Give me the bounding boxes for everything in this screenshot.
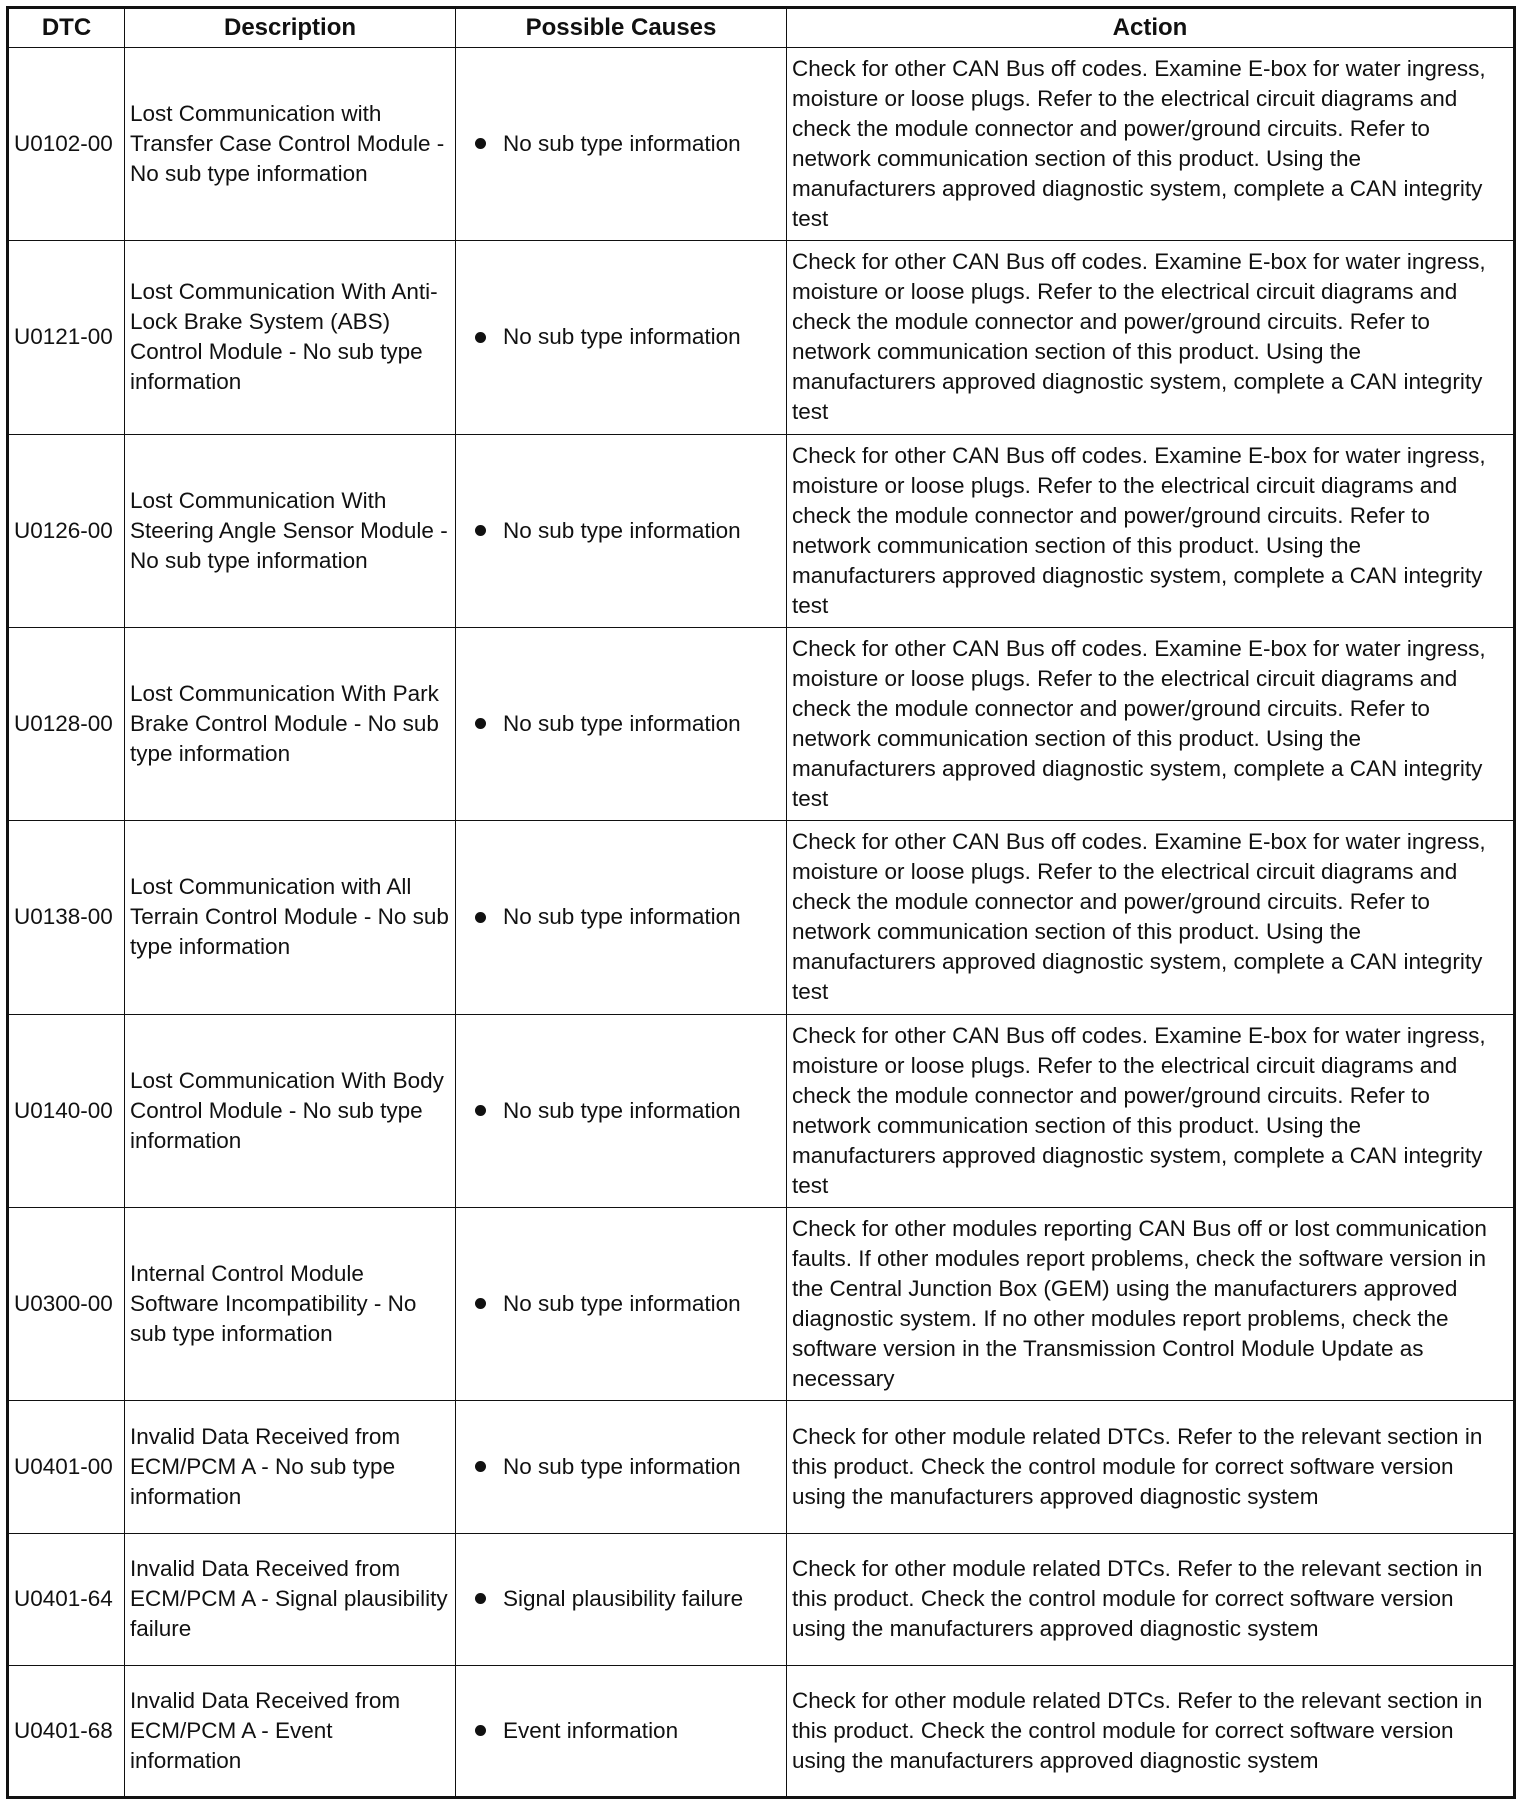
dtc-description: Internal Control Module Software Incompatibility - No sub type information [125, 1207, 456, 1400]
table-row [8, 1014, 1515, 1207]
dtc-action: Check for other module related DTCs. Refer to the relevant section in this product. Check the control module for correct software version using the manufacturers approved diagnostic system [787, 1533, 1515, 1665]
table-row [8, 1207, 1515, 1400]
header-row [8, 8, 1515, 48]
table-row [8, 1401, 1515, 1533]
dtc-action: Check for other CAN Bus off codes. Examine E-box for water ingress, moisture or loose plugs. Refer to the electrical circuit diagrams and check the module connector and power/ground circuits. Refer to network communication section of this product. Using the manufacturers approved diagnostic system, complete a CAN integrity test [787, 241, 1515, 434]
bullet-icon [475, 1461, 486, 1472]
dtc-code: U0128-00 [8, 627, 125, 820]
header-possible-causes: Possible Causes [456, 8, 787, 48]
table-row [8, 434, 1515, 627]
bullet-icon [475, 1105, 486, 1116]
possible-cause [456, 1533, 787, 1665]
possible-cause-text: Event information [503, 1717, 679, 1743]
dtc-action: Check for other CAN Bus off codes. Examine E-box for water ingress, moisture or loose plugs. Refer to the electrical circuit diagrams and check the module connector and power/ground circuits. Refer to network communication section of this product. Using the manufacturers approved diagnostic system, complete a CAN integrity test [787, 1014, 1515, 1207]
dtc-action: Check for other module related DTCs. Refer to the relevant section in this product. Check the control module for correct software version using the manufacturers approved diagnostic system [787, 1401, 1515, 1533]
dtc-code: U0138-00 [8, 821, 125, 1014]
dtc-table [6, 6, 1516, 1799]
table-row [8, 627, 1515, 820]
dtc-action: Check for other CAN Bus off codes. Examine E-box for water ingress, moisture or loose plugs. Refer to the electrical circuit diagrams and check the module connector and power/ground circuits. Refer to network communication section of this product. Using the manufacturers approved diagnostic system, complete a CAN integrity test [787, 821, 1515, 1014]
dtc-description: Lost Communication With Body Control Module - No sub type information [125, 1014, 456, 1207]
dtc-action: Check for other CAN Bus off codes. Examine E-box for water ingress, moisture or loose plugs. Refer to the electrical circuit diagrams and check the module connector and power/ground circuits. Refer to network communication section of this product. Using the manufacturers approved diagnostic system, complete a CAN integrity test [787, 434, 1515, 627]
possible-cause [456, 434, 787, 627]
possible-cause [456, 1014, 787, 1207]
dtc-description: Lost Communication With Park Brake Control Module - No sub type information [125, 627, 456, 820]
possible-cause [456, 1401, 787, 1533]
table-row [8, 1665, 1515, 1797]
bullet-icon [475, 718, 486, 729]
dtc-code: U0401-64 [8, 1533, 125, 1665]
possible-cause-text: No sub type information [503, 904, 741, 930]
dtc-action: Check for other CAN Bus off codes. Examine E-box for water ingress, moisture or loose plugs. Refer to the electrical circuit diagrams and check the module connector and power/ground circuits. Refer to network communication section of this product. Using the manufacturers approved diagnostic system, complete a CAN integrity test [787, 627, 1515, 820]
table-row [8, 1533, 1515, 1665]
dtc-code: U0401-00 [8, 1401, 125, 1533]
possible-cause-text: No sub type information [503, 324, 741, 350]
dtc-code: U0126-00 [8, 434, 125, 627]
dtc-description: Invalid Data Received from ECM/PCM A - No sub type information [125, 1401, 456, 1533]
table-row [8, 48, 1515, 241]
possible-cause [456, 241, 787, 434]
dtc-code: U0140-00 [8, 1014, 125, 1207]
possible-cause-text: No sub type information [503, 1291, 741, 1317]
bullet-icon [475, 138, 486, 149]
possible-cause-text: No sub type information [503, 1097, 741, 1123]
table-row [8, 241, 1515, 434]
dtc-description: Invalid Data Received from ECM/PCM A - Signal plausibility failure [125, 1533, 456, 1665]
bullet-icon [475, 525, 486, 536]
table-body [8, 48, 1515, 1798]
dtc-action: Check for other module related DTCs. Refer to the relevant section in this product. Check the control module for correct software version using the manufacturers approved diagnostic system [787, 1665, 1515, 1797]
possible-cause [456, 1665, 787, 1797]
dtc-code: U0102-00 [8, 48, 125, 241]
table-row [8, 821, 1515, 1014]
dtc-description: Invalid Data Received from ECM/PCM A - Event information [125, 1665, 456, 1797]
bullet-icon [475, 332, 486, 343]
possible-cause-text: No sub type information [503, 711, 741, 737]
dtc-description: Lost Communication with Transfer Case Control Module - No sub type information [125, 48, 456, 241]
table-header [8, 8, 1515, 48]
header-action: Action [787, 8, 1515, 48]
dtc-description: Lost Communication With Steering Angle Sensor Module - No sub type information [125, 434, 456, 627]
dtc-code: U0401-68 [8, 1665, 125, 1797]
possible-cause-text: No sub type information [503, 517, 741, 543]
bullet-icon [475, 1593, 486, 1604]
bullet-icon [475, 1725, 486, 1736]
header-description: Description [125, 8, 456, 48]
dtc-action: Check for other modules reporting CAN Bus off or lost communication faults. If other modules report problems, check the software version in the Central Junction Box (GEM) using the manufacturers approved diagnostic system. If no other modules report problems, check the software version in the Transmission Control Module Update as necessary [787, 1207, 1515, 1400]
dtc-description: Lost Communication with All Terrain Control Module - No sub type information [125, 821, 456, 1014]
possible-cause-text: Signal plausibility failure [503, 1586, 744, 1612]
possible-cause [456, 821, 787, 1014]
possible-cause [456, 1207, 787, 1400]
possible-cause-text: No sub type information [503, 131, 741, 157]
dtc-code: U0300-00 [8, 1207, 125, 1400]
bullet-icon [475, 1298, 486, 1309]
possible-cause [456, 627, 787, 820]
header-dtc: DTC [8, 8, 125, 48]
dtc-code: U0121-00 [8, 241, 125, 434]
dtc-action: Check for other CAN Bus off codes. Examine E-box for water ingress, moisture or loose plugs. Refer to the electrical circuit diagrams and check the module connector and power/ground circuits. Refer to network communication section of this product. Using the manufacturers approved diagnostic system, complete a CAN integrity test [787, 48, 1515, 241]
dtc-description: Lost Communication With Anti-Lock Brake System (ABS) Control Module - No sub type information [125, 241, 456, 434]
bullet-icon [475, 912, 486, 923]
possible-cause-text: No sub type information [503, 1453, 741, 1479]
possible-cause [456, 48, 787, 241]
